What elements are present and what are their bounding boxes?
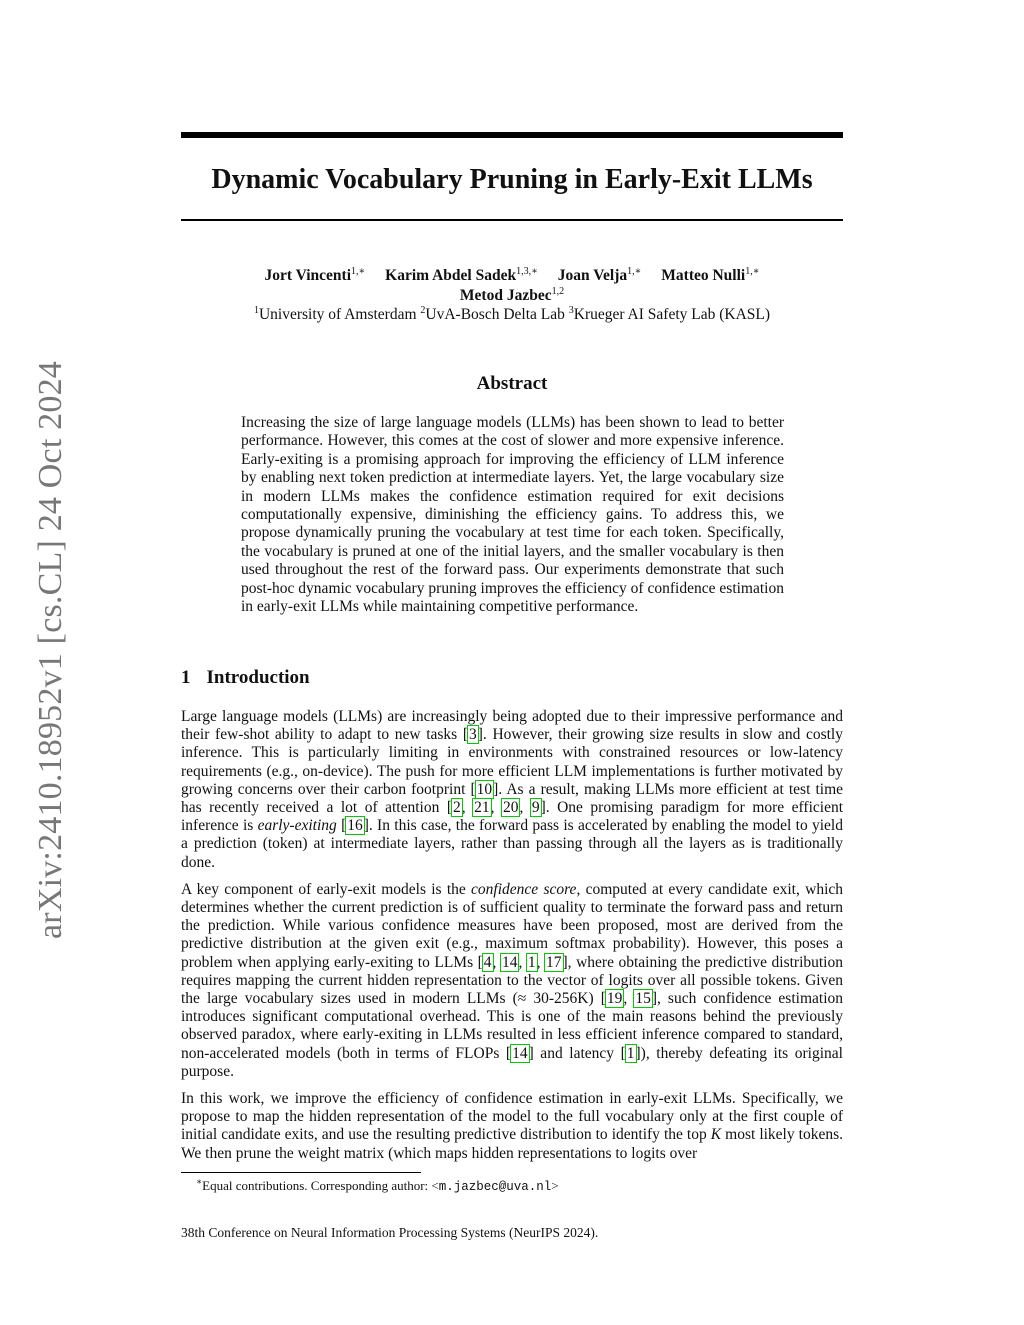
body-text [181, 708, 843, 1172]
author: Karim Abdel Sadek$^{1,3,∗}$ [385, 265, 538, 284]
section-number: 1 [181, 667, 191, 688]
citation-link[interactable]: 19 [606, 990, 623, 1008]
citation-link[interactable]: 10 [476, 780, 493, 798]
citation-link[interactable]: 16 [347, 817, 363, 835]
citation-link[interactable]: 14 [512, 1044, 528, 1062]
paragraph: A key component of early-exit models is the confidence score, computed at every candidate exit, which determines whether the current prediction is of sufficient quality to terminate the forward pass and return the prediction. While various confidence measures have been proposed, most are derived from the predictive distribution at the given exit (e.g., maximum softmax probability). However, this poses a problem when applying early-exiting to LLMs [4, 14, 1, 17], where obtaining the predictive distribution requires mapping the current hidden representation to the vector of logits over all possible tokens. Given the large vocabulary sizes used in modern LLMs (≈ 30-256K) [19, 15], such confidence estimation introduces significant computational overhead. This is one of the main reasons behind the previously observed paradox, where early-exiting in LLMs resulted in less efficient inference compared to standard, non-accelerated models (both in terms of FLOPs [14] and latency [1]), thereby defeating its original purpose. [181, 880, 844, 1080]
citation-link[interactable]: 9 [531, 799, 540, 817]
author: Jort Vincenti$^{1,∗}$ [264, 265, 366, 284]
citation-link[interactable]: 14 [501, 953, 518, 971]
section-heading [181, 666, 310, 690]
abstract-heading: Abstract [476, 373, 548, 394]
affiliations: $^1$University of Amsterdam $^2$UvA-Bosch Delta Lab $^3$Krueger AI Safety Lab (KASL) [253, 304, 771, 323]
venue-note: 38th Conference on Neural Information Processing Systems (NeurIPS 2024). [181, 1225, 599, 1240]
author: Metod Jazbec$^{1,2}$ [459, 285, 565, 304]
citation-link[interactable]: 1 [626, 1044, 635, 1062]
citation-link[interactable]: 21 [474, 799, 490, 817]
paper-title: Dynamic Vocabulary Pruning in Early-Exit LLMs [211, 164, 813, 195]
citation-link[interactable]: 17 [546, 953, 562, 971]
paragraph: In this work, we improve the efficiency of confidence estimation in early-exit LLMs. Specifically, we propose to map the hidden representation of the model to the full vocabulary only at the first couple of initial candidate exits, and use the resulting predictive distribution to identify the top K most likely tokens. We then prune the weight matrix (which maps hidden representations to logits over [181, 1090, 843, 1162]
section-title: Introduction [206, 667, 310, 688]
citation-link[interactable]: 3 [469, 726, 477, 744]
paragraph: Large language models (LLMs) are increasingly being adopted due to their impressive performance and their few-shot ability to adapt to new tasks [3]. However, their growing size results in slow and costly inference. This is particularly limiting in environments with constrained resources or low-latency requirements (e.g., on-device). The push for more efficient LLM implementations is further motivated by growing concerns over their carbon footprint [10]. As a result, making LLMs more efficient at test time has recently received a lot of attention [2, 21, 20, 9]. One promising paradigm for more efficient inference is early-exiting [16]. In this case, the forward pass is accelerated by enabling the model to yield a prediction (token) at intermediate layers, rather than passing through all the layers as is traditionally done. [181, 708, 844, 871]
title-rule-bottom [181, 219, 843, 221]
author: Joan Velja$^{1,∗}$ [557, 265, 642, 284]
footnote-rule [181, 1172, 421, 1173]
author-list [181, 266, 843, 306]
author: Matteo Nulli$^{1,∗}$ [661, 265, 760, 284]
footnote: ∗Equal contributions. Corresponding author: <m.jazbec@uva.nl> [196, 1176, 559, 1194]
citation-link[interactable]: 4 [483, 953, 492, 971]
email-link[interactable]: m.jazbec@uva.nl [438, 1180, 552, 1194]
citation-link[interactable]: 15 [635, 990, 651, 1008]
author-line-2 [181, 286, 843, 306]
arxiv-identifier[interactable]: arXiv:2410.18952v1 [cs.CL] 24 Oct 2024 [32, 361, 69, 939]
author-line-1 [181, 266, 843, 286]
title-rule-top [181, 132, 843, 138]
citation-link[interactable]: 2 [453, 799, 461, 817]
abstract-text: Increasing the size of large language models (LLMs) has been shown to lead to better performance. However, this comes at the cost of slower and more expensive inference. Early-exiting is a promising approach for improving the efficiency of LLM inference by enabling next token prediction at intermediate layers. Yet, the large vocabulary size in modern LLMs makes the confidence estimation required for exit decisions computationally expensive, diminishing the efficiency gains. To address this, we propose dynamically pruning the vocabulary at test time for each token. Specifically, the vocabulary is pruned at one of the initial layers, and the smaller vocabulary is then used throughout the rest of the forward pass. Our experiments demonstrate that such post-hoc dynamic vocabulary pruning improves the efficiency of confidence estimation in early-exit LLMs while maintaining competitive performance. [241, 414, 784, 616]
citation-link[interactable]: 20 [502, 799, 519, 817]
citation-link[interactable]: 1 [527, 953, 536, 971]
